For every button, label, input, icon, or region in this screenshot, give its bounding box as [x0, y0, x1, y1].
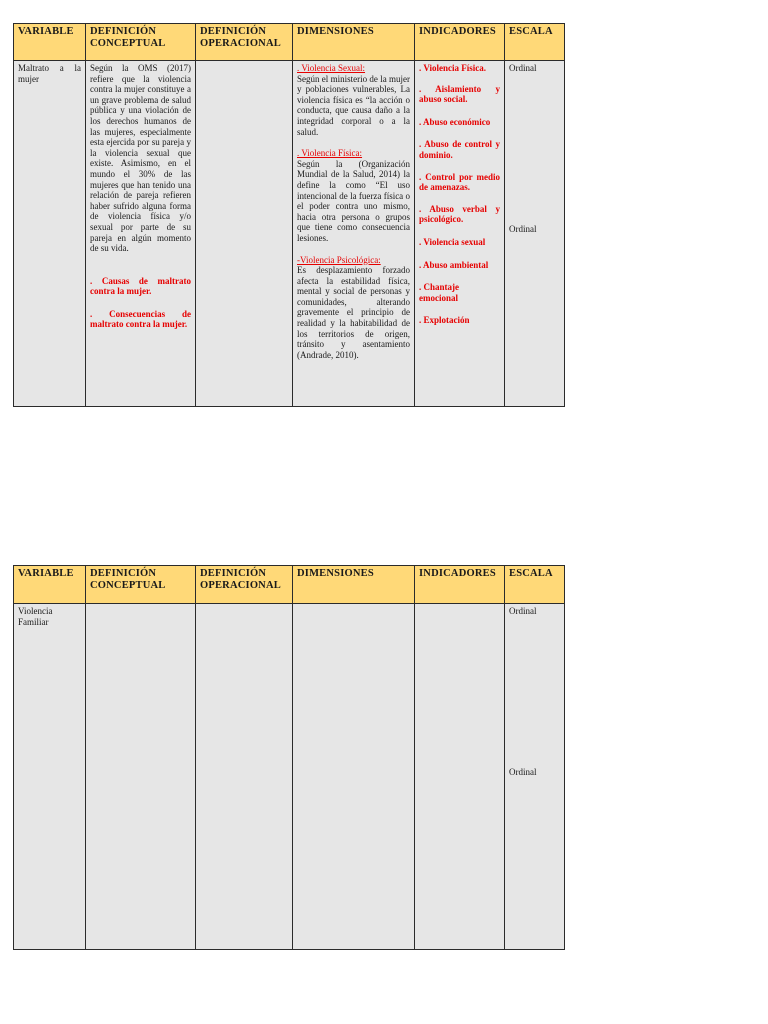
header-dimensiones: DIMENSIONES — [293, 24, 415, 61]
def-conceptual-cell — [86, 604, 196, 950]
header-def-conceptual: DEFINICIÓN CONCEPTUAL — [86, 24, 196, 61]
escala-cell — [505, 61, 565, 407]
indicadores-cell — [415, 61, 505, 407]
indicador-item: . Abuso de control y dominio. — [419, 139, 500, 160]
header-def-operacional: DEFINICIÓN OPERACIONAL — [196, 24, 293, 61]
escala-value: Ordinal — [509, 63, 537, 73]
causas-item: . Causas de maltrato contra la mujer. — [90, 275, 191, 297]
escala-value: Ordinal — [509, 766, 537, 777]
escala-value: Ordinal — [509, 606, 537, 616]
def-operacional-cell — [196, 604, 293, 950]
indicador-item: . Abuso ambiental — [419, 259, 489, 270]
variable-cell — [14, 604, 86, 950]
header-indicadores: INDICADORES — [415, 24, 505, 61]
header-row — [14, 566, 565, 604]
def-conceptual-text: Según la OMS (2017) refiere que la violencia contra la mujer constituye a un grave problema de salud pública y una violación de los derechos humanos de las mujeres, especialmente esta ejercida por su pareja y la violencia sexual que existe. Asimismo, en el mundo el 30% de las mujeres que han tenido una relación de pareja refieren haber sufrido alguna forma de violencia física y/o sexual por parte de su pareja en algún momento de su vida. — [90, 63, 191, 254]
def-operacional-cell — [196, 61, 293, 407]
def-conceptual-cell — [86, 61, 196, 407]
variable-cell — [14, 61, 86, 407]
dim-psico-text: Es desplazamiento forzado afecta la estabilidad física, mental y social de personas y comunidades, alterando gravemente el principio de realidad y la habitabilidad de los territorios de origen, tránsito y asentamiento (Andrade, 2010). — [297, 265, 410, 360]
indicador-item: . Explotación — [419, 315, 470, 326]
header-dimensiones: DIMENSIONES — [293, 566, 415, 604]
dim-fisica-text: Según la (Organización Mundial de la Salud, 2014) la define la como “El uso intencional de la fuerza física o el poder contra uno mismo, hacia otra persona o grupos que tiene como consecuencia lesiones. — [297, 158, 410, 243]
table-row — [14, 61, 565, 407]
indicador-item: . Chantaje emocional — [419, 282, 459, 303]
header-escala: ESCALA — [505, 24, 565, 61]
header-variable: VARIABLE — [14, 24, 86, 61]
dim-sexual-text: Según el ministerio de la mujer y poblaciones vulnerables, La violencia física es “la acción o conducta, que causa daño a la integridad corporal o a la salud. — [297, 73, 410, 137]
indicador-item: . Violencia sexual — [419, 236, 486, 247]
dim-sexual-title: . Violencia Sexual: — [297, 63, 366, 73]
dimensiones-cell — [293, 604, 415, 950]
indicador-item: . Abuso verbal y psicológico. — [419, 203, 500, 225]
indicadores-cell — [415, 604, 505, 950]
escala-value: Ordinal — [509, 223, 537, 234]
dim-fisica-title: . Violencia Física: — [297, 148, 363, 159]
variable-name: Violencia Familiar — [18, 606, 53, 627]
consecuencias-item: . Consecuencias de maltrato contra la mujer. — [90, 308, 191, 330]
table-row — [14, 604, 565, 950]
header-def-operacional: DEFINICIÓN OPERACIONAL — [196, 566, 293, 604]
variable-name: Maltrato a la mujer — [18, 63, 81, 84]
operationalization-table-2 — [13, 565, 565, 950]
header-indicadores: INDICADORES — [415, 566, 505, 604]
operationalization-table-1 — [13, 23, 565, 407]
dim-psico-title: -Violencia Psicológica: — [297, 254, 381, 265]
indicador-item: . Abuso económico — [419, 116, 491, 127]
header-escala: ESCALA — [505, 566, 565, 604]
header-def-conceptual: DEFINICIÓN CONCEPTUAL — [86, 566, 196, 604]
header-row — [14, 24, 565, 61]
indicador-item: . Violencia Física. — [419, 63, 486, 73]
indicador-item: . Aislamiento y abuso social. — [419, 83, 500, 105]
escala-cell — [505, 604, 565, 950]
dimensiones-cell — [293, 61, 415, 407]
indicador-item: . Control por medio de amenazas. — [419, 171, 500, 193]
header-variable: VARIABLE — [14, 566, 86, 604]
